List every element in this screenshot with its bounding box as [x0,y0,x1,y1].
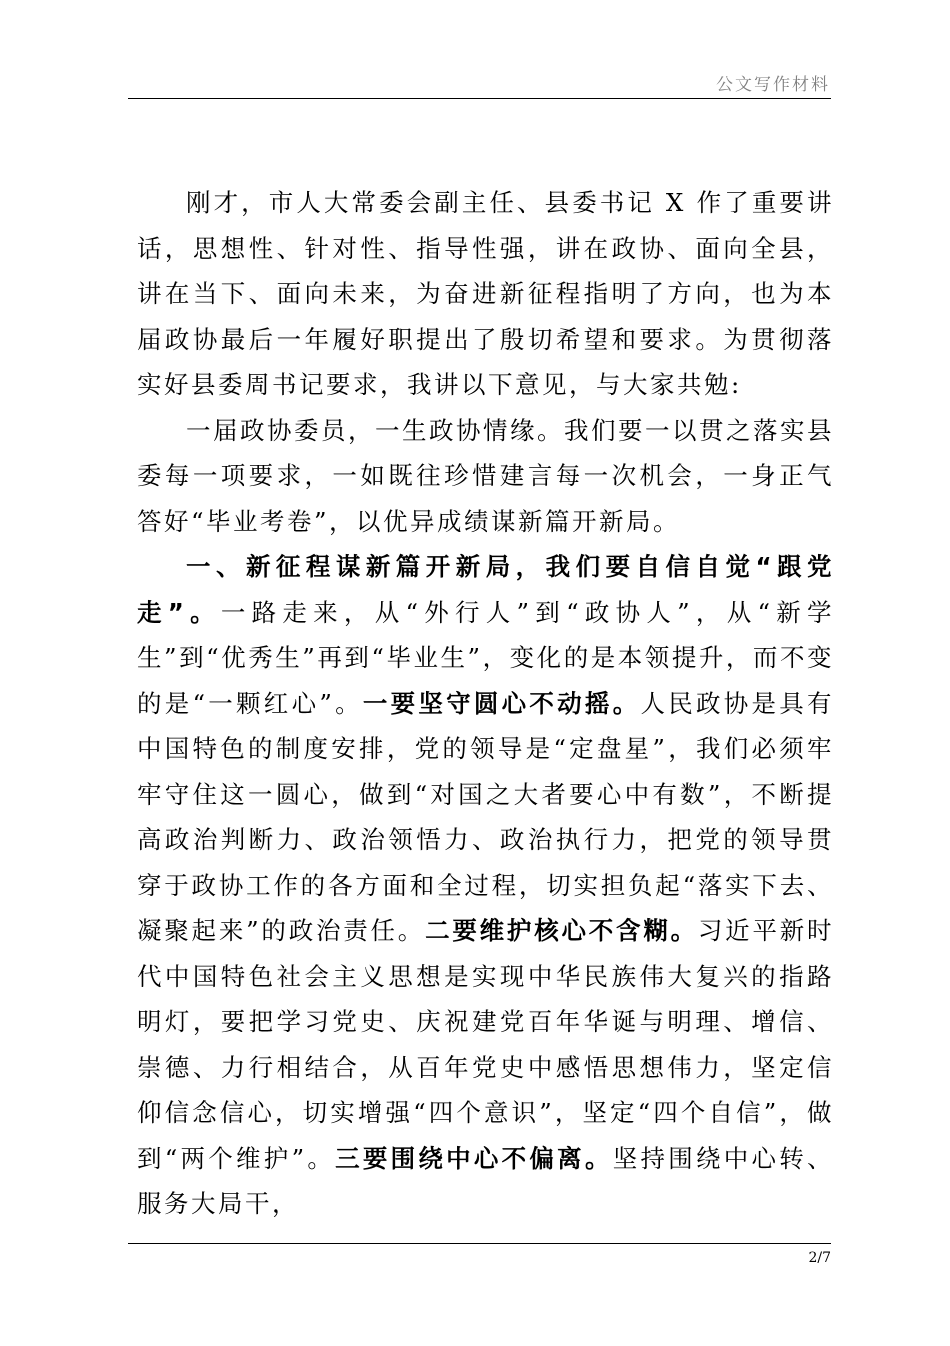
point-one-text: 人民政协是具有中国特色的制度安排，党的领导是“定盘星”，我们必须牢牢守住这一圆心，做到“对国之大者要心中有数”，不断提高政治判断力、政治领悟力、政治执行力，把党的领导贯穿于政协工作的各方面和全过程，切实担负起“落实下去、凝聚起来”的政治责任。 [137,688,834,945]
section-text: 一路走来，从“外行人”到“政协人”，从“新学生”到“优秀生”再到“毕业生”，变化的是本领提升，而不变的是“一颗红心”。 [137,597,834,718]
point-two-text: 习近平新时代中国特色社会主义思想是实现中华民族伟大复兴的指路明灯，要把学习党史、庆祝建党百年华诞与明理、增信、崇德、力行相结合，从百年党史中感悟思想伟力，坚定信仰信念信心，切实增强“四个意识”，坚定“四个自信”，做到“两个维护”。 [137,916,835,1173]
paragraph-section-one [137,544,834,1227]
running-header: 公文写作材料 [716,75,830,95]
footer-divider [128,1243,831,1244]
point-one-heading: 一要坚守圆心不动摇。 [362,688,641,718]
point-three-heading: 三要围绕中心不偏离。 [335,1143,613,1173]
document-body [137,180,834,1227]
page-number: 2/7 [808,1250,831,1266]
point-two-heading: 二要维护核心不含糊。 [425,916,698,945]
point-three-text: 坚持围绕中心转、服务大局干， [137,1143,835,1218]
section-heading: 一、新征程谋新篇开新局，我们要自信自觉“跟党走”。 [137,552,834,627]
paragraph-intro: 一届政协委员，一生政协情缘。我们要一以贯之落实县委每一项要求，一如既往珍惜建言每一次机会，一身正气答好“毕业考卷”，以优异成绩谋新篇开新局。 [137,415,834,536]
paragraph-opening: 刚才，市人大常委会副主任、县委书记 X 作了重要讲话，思想性、针对性、指导性强，讲在政协、面向全县，讲在当下、面向未来，为奋进新征程指明了方向，也为本届政协最后一年履好职提出了殷切希望和要求。为贯彻落实好县委周书记要求，我讲以下意见，与大家共勉: [137,188,834,399]
header-divider [128,98,831,99]
